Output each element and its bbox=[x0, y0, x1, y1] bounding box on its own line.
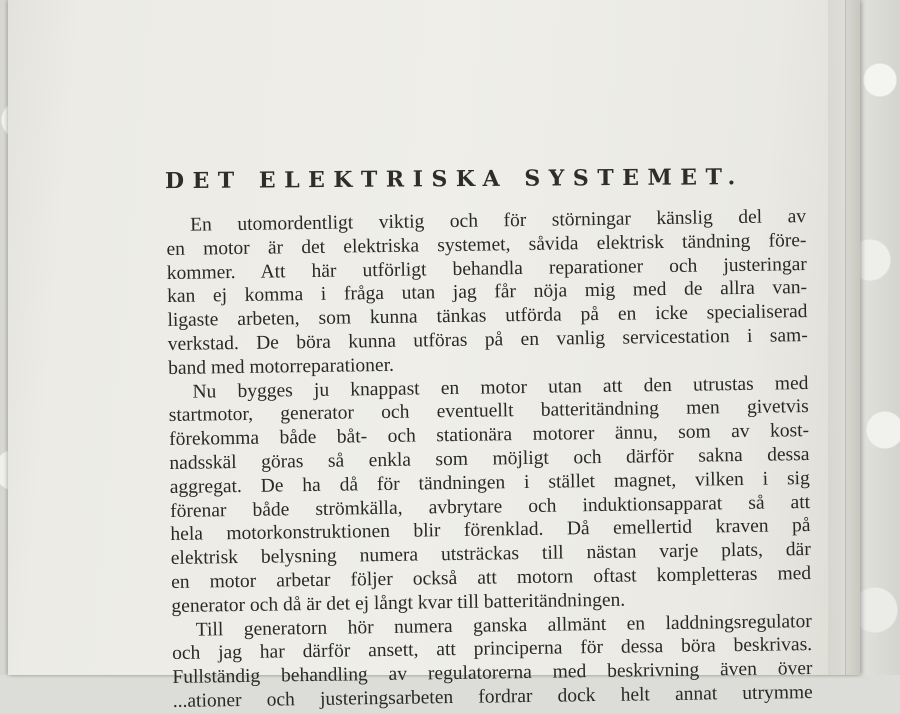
text-line: och jag har därför ansett, att principerna för dessa böra beskrivas. bbox=[171, 634, 813, 665]
text-line: aggregat. De ha då för tändningen i stället magnet, vilken i sig bbox=[169, 467, 810, 498]
text-line: förekomma både båt- och stationära motorer ännu, som av kost- bbox=[169, 420, 810, 451]
text-line: förenar både strömkälla, avbrytare och induktionsapparat så att bbox=[170, 491, 811, 522]
text-line: generator och då är det ej långt kvar till batteritändningen. bbox=[171, 589, 626, 617]
text-line: En utomordentligt viktig och för störningar känslig del av bbox=[190, 206, 807, 236]
text-line: kommer. Att här utförligt behandla reparationer och justeringar bbox=[166, 253, 807, 284]
text-line: Nu bygges ju knappast en motor utan att den utrustas med bbox=[192, 372, 809, 403]
text-line: startmotor, generator och eventuellt batteritändning men givetvis bbox=[168, 396, 809, 427]
text-line: nadsskäl göras så enkla som möjligt och därför sakna dessa bbox=[169, 444, 810, 474]
text-line: hela motorkonstruktionen blir förenklad. Då emellertid kraven på bbox=[170, 515, 811, 546]
text-line: kan ej komma i fråga utan jag får nöja mig med de allra van- bbox=[167, 277, 808, 308]
text-line: ...ationer och justeringsarbeten fordrar dock helt annat utrymme bbox=[172, 681, 813, 712]
page-title: DET ELEKTRISKA SYSTEMET. bbox=[164, 164, 744, 195]
text-line: en motor arbetar följer också att motorn oftast kompletteras med bbox=[170, 562, 812, 593]
text-line: band med motorreparationer. bbox=[168, 354, 395, 379]
text-line: elektrisk belysning numera utsträckas till nästan varje plats, där bbox=[170, 539, 811, 570]
text-line: ligaste arbeten, som kunna tänkas utförda på en icke specialiserad bbox=[167, 301, 808, 332]
text-line: Fullständig behandling av regulatorerna med beskrivning även över bbox=[172, 658, 813, 689]
page-edge bbox=[845, 0, 860, 675]
body-text bbox=[166, 205, 813, 714]
text-line: Till generatorn hör numera ganska allmänt en laddningsregulator bbox=[195, 610, 812, 641]
text-line: verkstad. De böra kunna utföras på en vanlig servicestation i sam- bbox=[167, 325, 808, 355]
text-line: en motor är det elektriska systemet, såvida elektrisk tändning före- bbox=[166, 229, 807, 260]
